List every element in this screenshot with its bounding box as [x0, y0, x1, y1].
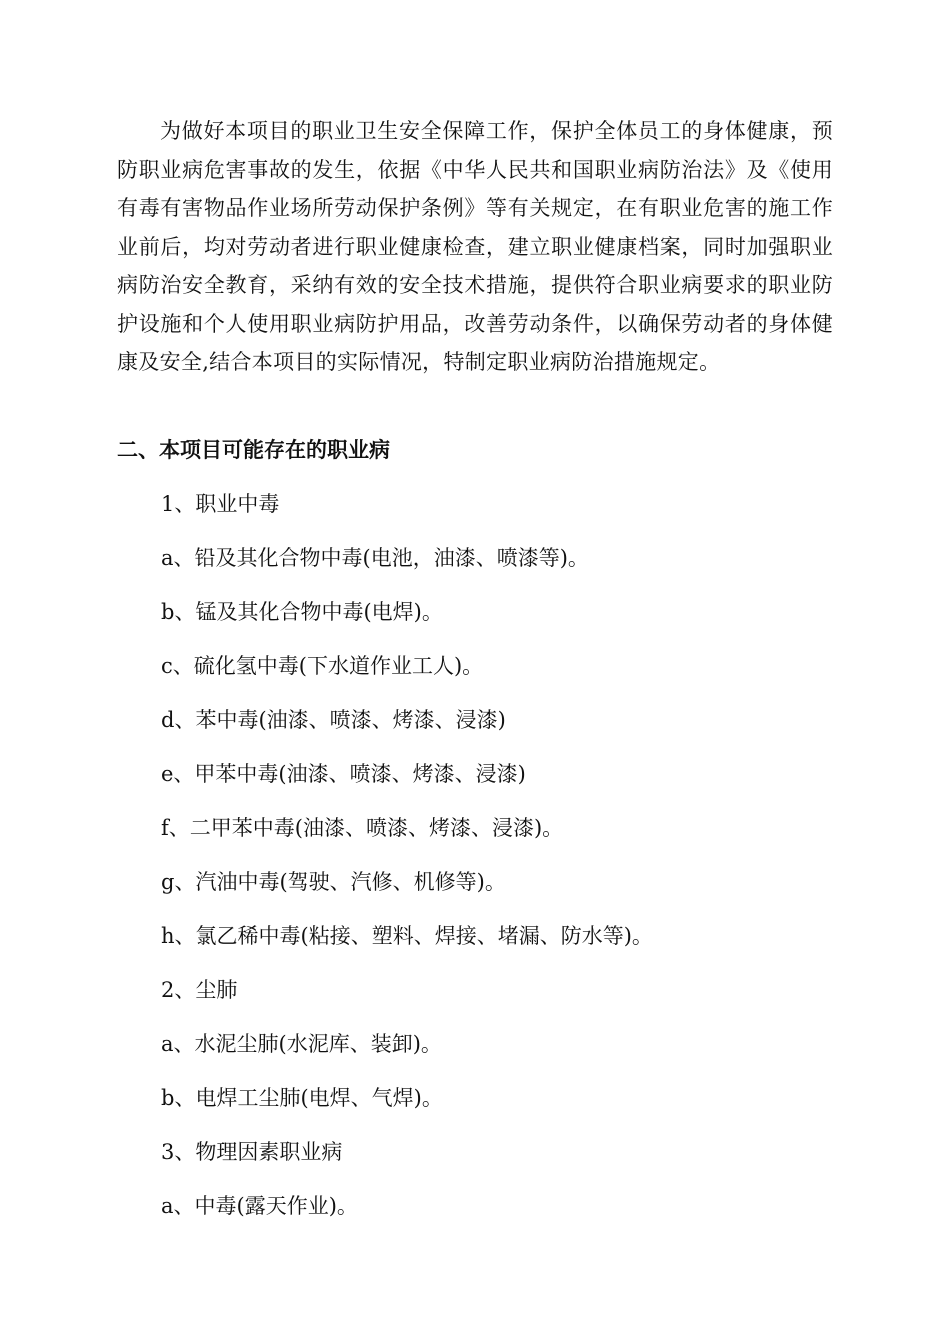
list-item: 3、物理因素职业病 [161, 1140, 343, 1164]
list-item: a、中毒(露天作业)。 [161, 1194, 358, 1218]
list-item: g、汽油中毒(驾驶、汽修、机修等)。 [161, 870, 506, 894]
list-item: a、水泥尘肺(水泥库、装卸)。 [161, 1032, 442, 1056]
list-item: e、甲苯中毒(油漆、喷漆、烤漆、浸漆) [161, 762, 526, 786]
list-item: h、氯乙稀中毒(粘接、塑料、焊接、堵漏、防水等)。 [161, 924, 653, 948]
list-item: d、苯中毒(油漆、喷漆、烤漆、浸漆) [161, 708, 506, 732]
list-item: b、锰及其化合物中毒(电焊)。 [161, 600, 443, 624]
list-item: a、铅及其化合物中毒(电池，油漆、喷漆等)。 [161, 546, 589, 570]
list-item: 1、职业中毒 [161, 492, 280, 516]
list-item: f、二甲苯中毒(油漆、喷漆、烤漆、浸漆)。 [161, 816, 564, 840]
section-heading: 二、本项目可能存在的职业病 [117, 438, 390, 462]
list-item: 2、尘肺 [161, 978, 238, 1002]
intro-paragraph: 为做好本项目的职业卫生安全保障工作，保护全体员工的身体健康，预防职业病危害事故的发生，依据《中华人民共和国职业病防治法》及《使用有毒有害物品作业场所劳动保护条例》等有关规定，在有职业危害的施工作业前后，均对劳动者进行职业健康检查，建立职业健康档案，同时加强职业病防治安全教育，采纳有效的安全技术措施，提供符合职业病要求的职业防护设施和个人使用职业病防护用品，改善劳动条件，以确保劳动者的身体健康及安全,结合本项目的实际情况，特制定职业病防治措施规定。 [117, 119, 833, 374]
disease-list [161, 487, 653, 1243]
list-item: c、硫化氢中毒(下水道作业工人)。 [161, 654, 484, 678]
list-item: b、电焊工尘肺(电焊、气焊)。 [161, 1086, 443, 1110]
